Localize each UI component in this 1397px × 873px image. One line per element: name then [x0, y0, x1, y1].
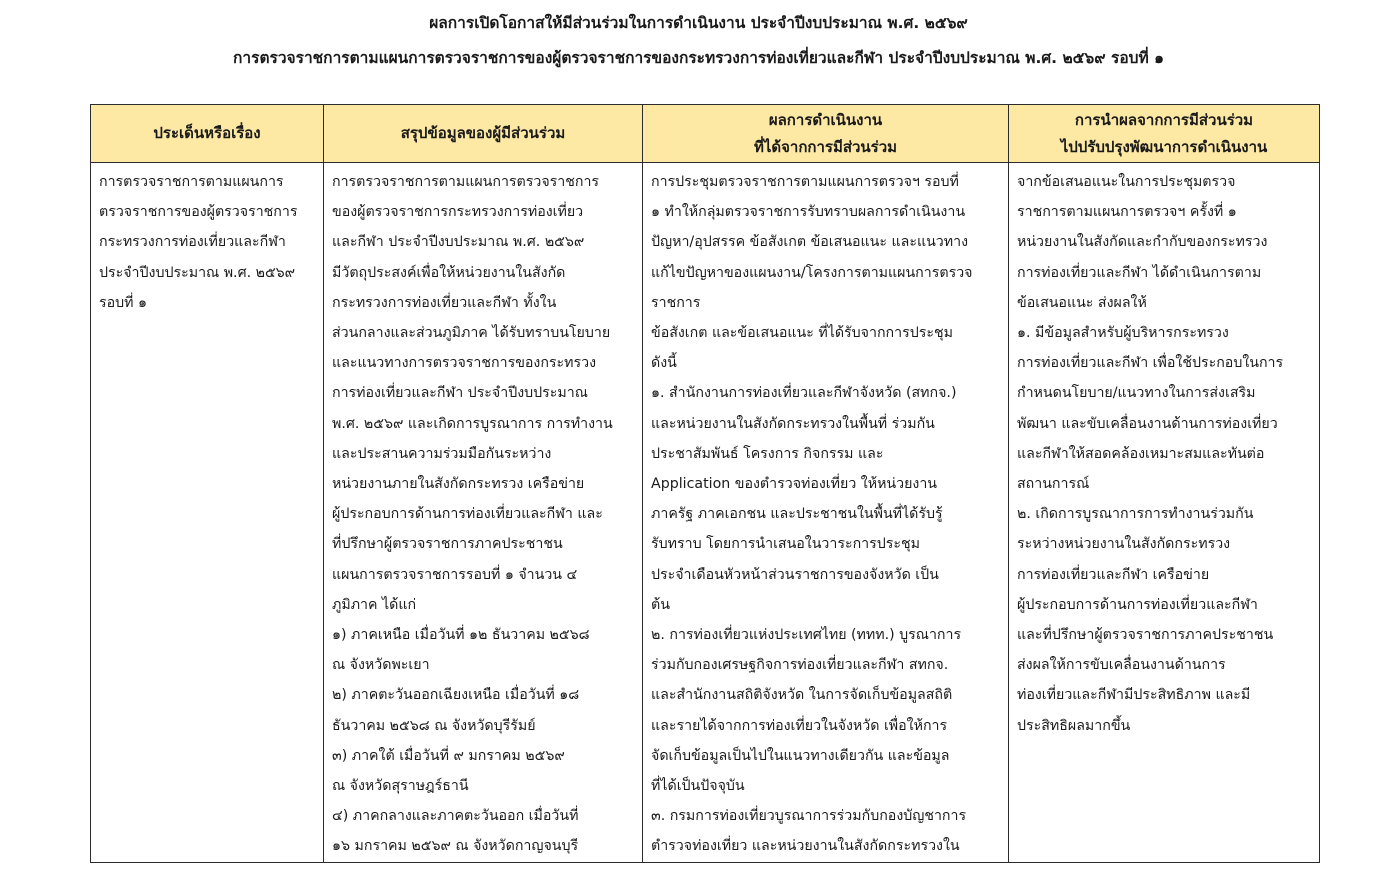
cell-text-line: ของผู้ตรวจราชการกระทรวงการท่องเที่ยว	[332, 204, 584, 221]
cell-text-line: กระทรวงการท่องเที่ยวและกีฬา	[99, 234, 286, 251]
cell-text-line: กำหนดนโยบาย/แนวทางในการส่งเสริม	[1017, 385, 1256, 402]
cell-text-line: ราชการตามแผนการตรวจฯ ครั้งที่ ๑	[1017, 204, 1237, 221]
cell-text-line: ประชาสัมพันธ์ โครงการ กิจกรรม และ	[651, 445, 884, 462]
cell-text-line: การตรวจราชการตามแผนการตรวจราชการ	[332, 174, 600, 190]
cell-text-line: ข้อสังเกต และข้อเสนอแนะ ที่ได้รับจากการประชุม	[651, 325, 953, 342]
cell-improvement-use	[1009, 163, 1320, 863]
cell-text-line: ตรวจราชการของผู้ตรวจราชการ	[99, 204, 298, 221]
cell-text-line: พ.ศ. ๒๕๖๙ และเกิดการบูรณาการ การทำงาน	[332, 415, 613, 432]
header-issue	[91, 105, 324, 163]
cell-text-line: และแนวทางการตรวจราชการของกระทรวง	[332, 355, 597, 372]
cell-text-line: ๑) ภาคเหนือ เมื่อวันที่ ๑๒ ธันวาคม ๒๕๖๘	[332, 627, 590, 644]
header-operation-results	[643, 105, 1009, 163]
cell-text-line: พัฒนา และขับเคลื่อนงานด้านการท่องเที่ยว	[1017, 415, 1278, 432]
cell-text-line: ๒) ภาคตะวันออกเฉียงเหนือ เมื่อวันที่ ๑๘	[332, 687, 580, 704]
table-header-row	[91, 105, 1320, 163]
cell-text-line: หน่วยงานในสังกัดและกำกับของกระทรวง	[1017, 234, 1268, 251]
participation-results-table	[90, 104, 1320, 863]
cell-text-line: และกีฬา ประจำปีงบประมาณ พ.ศ. ๒๕๖๙	[332, 234, 585, 251]
header-participant-summary-line: สรุปข้อมูลของผู้มีส่วนร่วม	[400, 124, 566, 142]
cell-text-line: ต้น	[651, 596, 670, 613]
cell-text-line: ๑. สำนักงานการท่องเที่ยวและกีฬาจังหวัด (สทกจ.)	[651, 385, 957, 402]
table-row	[91, 163, 1320, 863]
cell-text-line: ประจำปีงบประมาณ พ.ศ. ๒๕๖๙	[99, 264, 296, 281]
header-operation-results-line: ผลการดำเนินงาน	[768, 110, 883, 129]
cell-text-line: และกีฬาให้สอดคล้องเหมาะสมและทันต่อ	[1017, 445, 1265, 462]
header-participant-summary	[324, 105, 643, 163]
cell-text-line: การท่องเที่ยวและกีฬา ประจำปีงบประมาณ	[332, 385, 588, 402]
cell-text-line: มีวัตถุประสงค์เพื่อให้หน่วยงานในสังกัด	[332, 264, 566, 281]
cell-text-line: ๓. กรมการท่องเที่ยวบูรณาการร่วมกับกองบัญชาการ	[651, 808, 967, 825]
cell-text-line: ประสิทธิผลมากขึ้น	[1017, 717, 1131, 734]
cell-text-line: ดังนี้	[651, 355, 677, 372]
cell-text-line: การท่องเที่ยวและกีฬา เพื่อใช้ประกอบในการ	[1017, 355, 1284, 372]
cell-text-line: ๒. เกิดการบูรณาการการทำงานร่วมกัน	[1017, 506, 1254, 523]
cell-text-line: แก้ไขปัญหาของแผนงาน/โครงการตามแผนการตรวจ	[651, 264, 973, 281]
cell-text-line: ข้อเสนอแนะ ส่งผลให้	[1017, 294, 1147, 311]
cell-text-line: ราชการ	[651, 294, 701, 311]
cell-text-line: ร่วมกับกองเศรษฐกิจการท่องเที่ยวและกีฬา สทกจ.	[651, 657, 949, 674]
cell-text-line: ๔) ภาคกลางและภาคตะวันออก เมื่อวันที่	[332, 808, 579, 825]
cell-text-line: ๒. การท่องเที่ยวแห่งประเทศไทย (ททท.) บูรณาการ	[651, 627, 962, 644]
header-issue-line: ประเด็นหรือเรื่อง	[153, 124, 261, 142]
cell-text-line: ระหว่างหน่วยงานในสังกัดกระทรวง	[1017, 536, 1231, 553]
cell-text-line: แผนการตรวจราชการรอบที่ ๑ จำนวน ๔	[332, 566, 578, 583]
cell-participant-summary	[324, 163, 643, 863]
cell-text-line: กระทรวงการท่องเที่ยวและกีฬา ทั้งใน	[332, 294, 557, 311]
cell-text-line: และประสานความร่วมมือกันระหว่าง	[332, 445, 552, 462]
cell-text-line: ณ จังหวัดพะเยา	[332, 657, 430, 674]
cell-text-line: จัดเก็บข้อมูลเป็นไปในแนวทางเดียวกัน และข้อมูล	[651, 747, 950, 764]
cell-text-line: ๑ ทำให้กลุ่มตรวจราชการรับทราบผลการดำเนินงาน	[651, 204, 966, 221]
cell-text-line: ๑. มีข้อมูลสำหรับผู้บริหารกระทรวง	[1017, 325, 1229, 342]
header-improvement-use-line: ไปปรับปรุงพัฒนาการดำเนินงาน	[1060, 137, 1268, 156]
cell-text-line: ที่ปรึกษาผู้ตรวจราชการภาคประชาชน	[332, 536, 563, 553]
cell-text-line: ๓) ภาคใต้ เมื่อวันที่ ๙ มกราคม ๒๕๖๙	[332, 747, 565, 764]
cell-text-line: Application ของตำรวจท่องเที่ยว ให้หน่วยงาน	[651, 476, 938, 493]
cell-text-line: และที่ปรึกษาผู้ตรวจราชการภาคประชาชน	[1017, 627, 1274, 644]
cell-text-line: ประจำเดือนหัวหน้าส่วนราชการของจังหวัด เป็น	[651, 566, 939, 583]
cell-text-line: ผู้ประกอบการด้านการท่องเที่ยวและกีฬา และ	[332, 506, 603, 523]
header-improvement-use	[1009, 105, 1320, 163]
cell-text-line: และสำนักงานสถิติจังหวัด ในการจัดเก็บข้อมูลสถิติ	[651, 687, 953, 704]
cell-text-line: ผู้ประกอบการด้านการท่องเที่ยวและกีฬา	[1017, 596, 1258, 613]
cell-text-line: การท่องเที่ยวและกีฬา เครือข่าย	[1017, 566, 1210, 583]
cell-operation-results	[643, 163, 1009, 863]
header-operation-results-line: ที่ได้จากการมีส่วนร่วม	[753, 137, 898, 156]
cell-text-line: รับทราบ โดยการนำเสนอในวาระการประชุม	[651, 536, 921, 553]
cell-text-line: ท่องเที่ยวและกีฬามีประสิทธิภาพ และมี	[1017, 687, 1251, 704]
cell-text-line: ที่ได้เป็นปัจจุบัน	[651, 778, 745, 795]
cell-issue	[91, 163, 324, 863]
cell-text-line: การท่องเที่ยวและกีฬา ได้ดำเนินการตาม	[1017, 264, 1262, 281]
cell-text-line: รอบที่ ๑	[99, 294, 148, 311]
cell-text-line: ส่งผลให้การขับเคลื่อนงานด้านการ	[1017, 657, 1226, 674]
cell-text-line: ภูมิภาค ได้แก่	[332, 596, 417, 613]
cell-text-line: ภาครัฐ ภาคเอกชน และประชาชนในพื้นที่ได้รับรู้	[651, 506, 943, 523]
cell-text-line: ๑๖ มกราคม ๒๕๖๙ ณ จังหวัดกาญจนบุรี	[332, 838, 579, 855]
cell-text-line: สถานการณ์	[1017, 476, 1090, 493]
cell-text-line: หน่วยงานภายในสังกัดกระทรวง เครือข่าย	[332, 476, 585, 493]
cell-text-line: และหน่วยงานในสังกัดกระทรวงในพื้นที่ ร่วมกัน	[651, 415, 935, 432]
report-title: ผลการเปิดโอกาสให้มีส่วนร่วมในการดำเนินงาน ประจำปีงบประมาณ พ.ศ. ๒๕๖๙	[429, 14, 968, 32]
cell-text-line: การตรวจราชการตามแผนการ	[99, 174, 284, 190]
header-improvement-use-line: การนำผลจากการมีส่วนร่วม	[1074, 110, 1254, 129]
cell-text-line: ตำรวจท่องเที่ยว และหน่วยงานในสังกัดกระทรวงใน	[651, 838, 960, 855]
cell-text-line: ปัญหา/อุปสรรค ข้อสังเกต ข้อเสนอแนะ และแนวทาง	[651, 234, 969, 251]
report-subtitle: การตรวจราชการตามแผนการตรวจราชการของผู้ตรวจราชการของกระทรวงการท่องเที่ยวและกีฬา ประจำปีงบประมาณ พ.ศ. ๒๕๖๙ รอบที่ ๑	[233, 49, 1164, 67]
cell-text-line: และรายได้จากการท่องเที่ยวในจังหวัด เพื่อให้การ	[651, 717, 948, 734]
cell-text-line: ส่วนกลางและส่วนภูมิภาค ได้รับทราบนโยบาย	[332, 325, 611, 342]
cell-text-line: ธันวาคม ๒๕๖๘ ณ จังหวัดบุรีรัมย์	[332, 717, 536, 734]
cell-text-line: การประชุมตรวจราชการตามแผนการตรวจฯ รอบที่	[651, 174, 959, 190]
cell-text-line: ณ จังหวัดสุราษฎร์ธานี	[332, 778, 469, 795]
cell-text-line: จากข้อเสนอแนะในการประชุมตรวจ	[1017, 174, 1236, 190]
